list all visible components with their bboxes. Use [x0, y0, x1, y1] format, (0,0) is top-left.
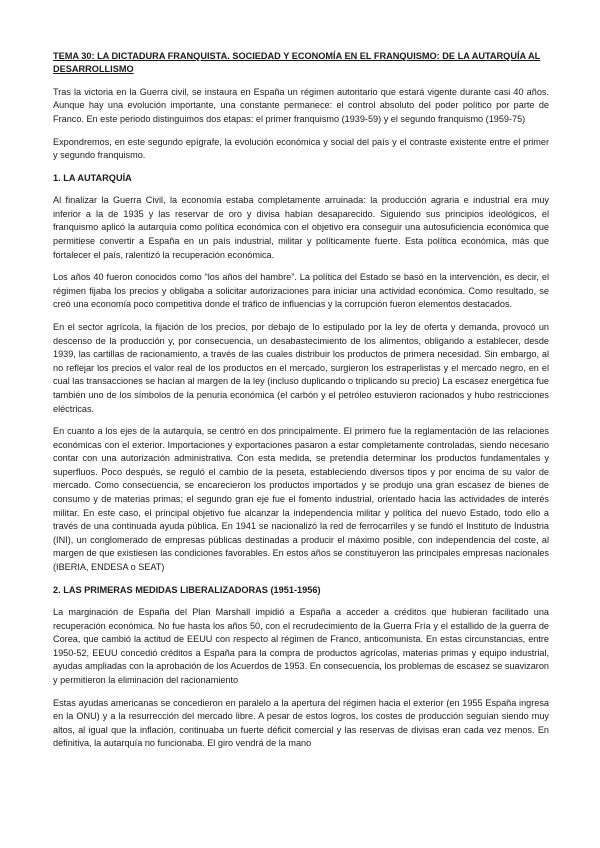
autarquia-paragraph-4: En cuanto a los ejes de la autarquía, se centró en dos principalmente. El primero fue la reglamentación de las relaciones económicas con el exterior. Importaciones y exportaciones pasaron a estar completamente controladas, siendo necesario contar con una autorización administrativa. Con esta medida, se pretendía determinar los productos fundamentales y superfluos. Poco después, se reguló el cambio de la peseta, estableciendo diversos tipos y por encima de su valor de mercado. Como consecuencia, se encarecieron los productos importados y se produjo una gran escasez de bienes de consumo y de materias primas; el segundo gran eje fue el fomento industrial, orientado hacia las actividades de interés militar. En este caso, el principal objetivo fue alcanzar la independencia militar y política del nuevo Estado, todo ello a través de una continuada ayuda pública. En 1941 se nacionalizó la red de ferrocarriles y se fundó el Instituto de Industria (INI), un conglomerado de empresas públicas destinadas a producir el máximo posible, con independencia del coste, al margen de que existiesen las condiciones favorables. En estos años se constituyeron las principales empresas nacionales (IBERIA, ENDESA o SEAT)	[53, 426, 549, 573]
section-heading-liberalizacion: 2. LAS PRIMERAS MEDIDAS LIBERALIZADORAS (1951-1956)	[53, 584, 321, 595]
document-title: TEMA 30: LA DICTADURA FRANQUISTA. SOCIEDAD Y ECONOMÍA EN EL FRANQUISMO: DE LA AUTARQUÍA AL DESARROLLISMO	[53, 51, 541, 75]
autarquia-paragraph-3: En el sector agrícola, la fijación de los precios, por debajo de lo estipulado por la ley de oferta y demanda, provocó un descenso de la producción y, por consecuencia, un desabastecimiento de los alimentos, obligando a establecer, desde 1939, las cartillas de racionamiento, a través de las cuales distribuir los productos de primera necesidad. Sin embargo, al no reflejar los precios el valor real de los productos en el mercado, surgieron los estraperlistas y el mercado negro, en el cual las transacciones se hacían al margen de la ley (incluso duplicando o triplicando su precio) La escasez energética fue también uno de los símbolos de la penuria económica (el carbón y el petróleo estuvieron racionados y hubo restricciones eléctricas.	[53, 321, 549, 414]
intro-paragraph-2: Expondremos, en este segundo epígrafe, la evolución económica y social del país y el contraste existente entre el primer y segundo franquismo.	[53, 136, 549, 161]
autarquia-paragraph-2: Los años 40 fueron conocidos como “los años del hambre”. La política del Estado se basó en la intervención, es decir, el régimen fijaba los precios y obligaba a solicitar autorizaciones para iniciar una actividad económica. Como resultado, se creó una economía poco competitiva donde el tráfico de influencias y la corrupción fueron elementos destacados.	[53, 272, 549, 310]
section-heading-autarquia: 1. LA AUTARQUÍA	[53, 172, 132, 183]
document-page	[53, 50, 549, 760]
liberalizacion-paragraph-2: Estas ayudas americanas se concedieron en paralelo a la apertura del régimen hacia el exterior (en 1955 España ingresa en la ONU) y a la resurrección del mercado libre. A pesar de estos logros, los costes de producción seguían siendo muy altos, al igual que la inflación, continuaba un fuerte déficit comercial y las reservas de divisas eran cada vez menos. En definitiva, la autarquía no funcionaba. El giro vendrá de la mano	[53, 697, 549, 749]
intro-paragraph-1: Tras la victoria en la Guerra civil, se instaura en España un régimen autoritario que estará vigente durante casi 40 años. Aunque hay una evolución importante, una constante permanece: el control absoluto del poder político por parte de Franco. En este periodo distinguimos dos etapas: el primer franquismo (1939-59) y el segundo franquismo (1959-75)	[53, 86, 549, 124]
liberalizacion-paragraph-1: La marginación de España del Plan Marshall impidió a España a acceder a créditos que hubieran facilitado una recuperación económica. No fue hasta los años 50, con el recrudecimiento de la Guerra Fría y el estallido de la guerra de Corea, que cambió la actitud de EEUU con respecto al régimen de Franco, anticomunista. En estas circunstancias, entre 1950-52, EEUU concedió créditos a España para la compra de productos agrícolas, materias primas y equipo industrial, ayudas ampliadas con la aprobación de los Acuerdos de 1953. En consecuencia, los problemas de escasez se suavizaron y permitieron la eliminación del racionamiento	[53, 607, 549, 685]
autarquia-paragraph-1: Al finalizar la Guerra Civil, la economía estaba completamente arruinada: la producción agraria e industrial era muy inferior a la de 1935 y las reservar de oro y divisa habían desaparecido. Siguiendo sus principios ideológicos, el franquismo aplicó la autarquía como política económica con el objetivo era conseguir una autosuficiencia económica que permitiese convertir a España en un país industrial, militar y políticamente fuerte. Esta política económica, más que fortalecer el país, ralentizó la recuperación económica.	[53, 195, 549, 260]
